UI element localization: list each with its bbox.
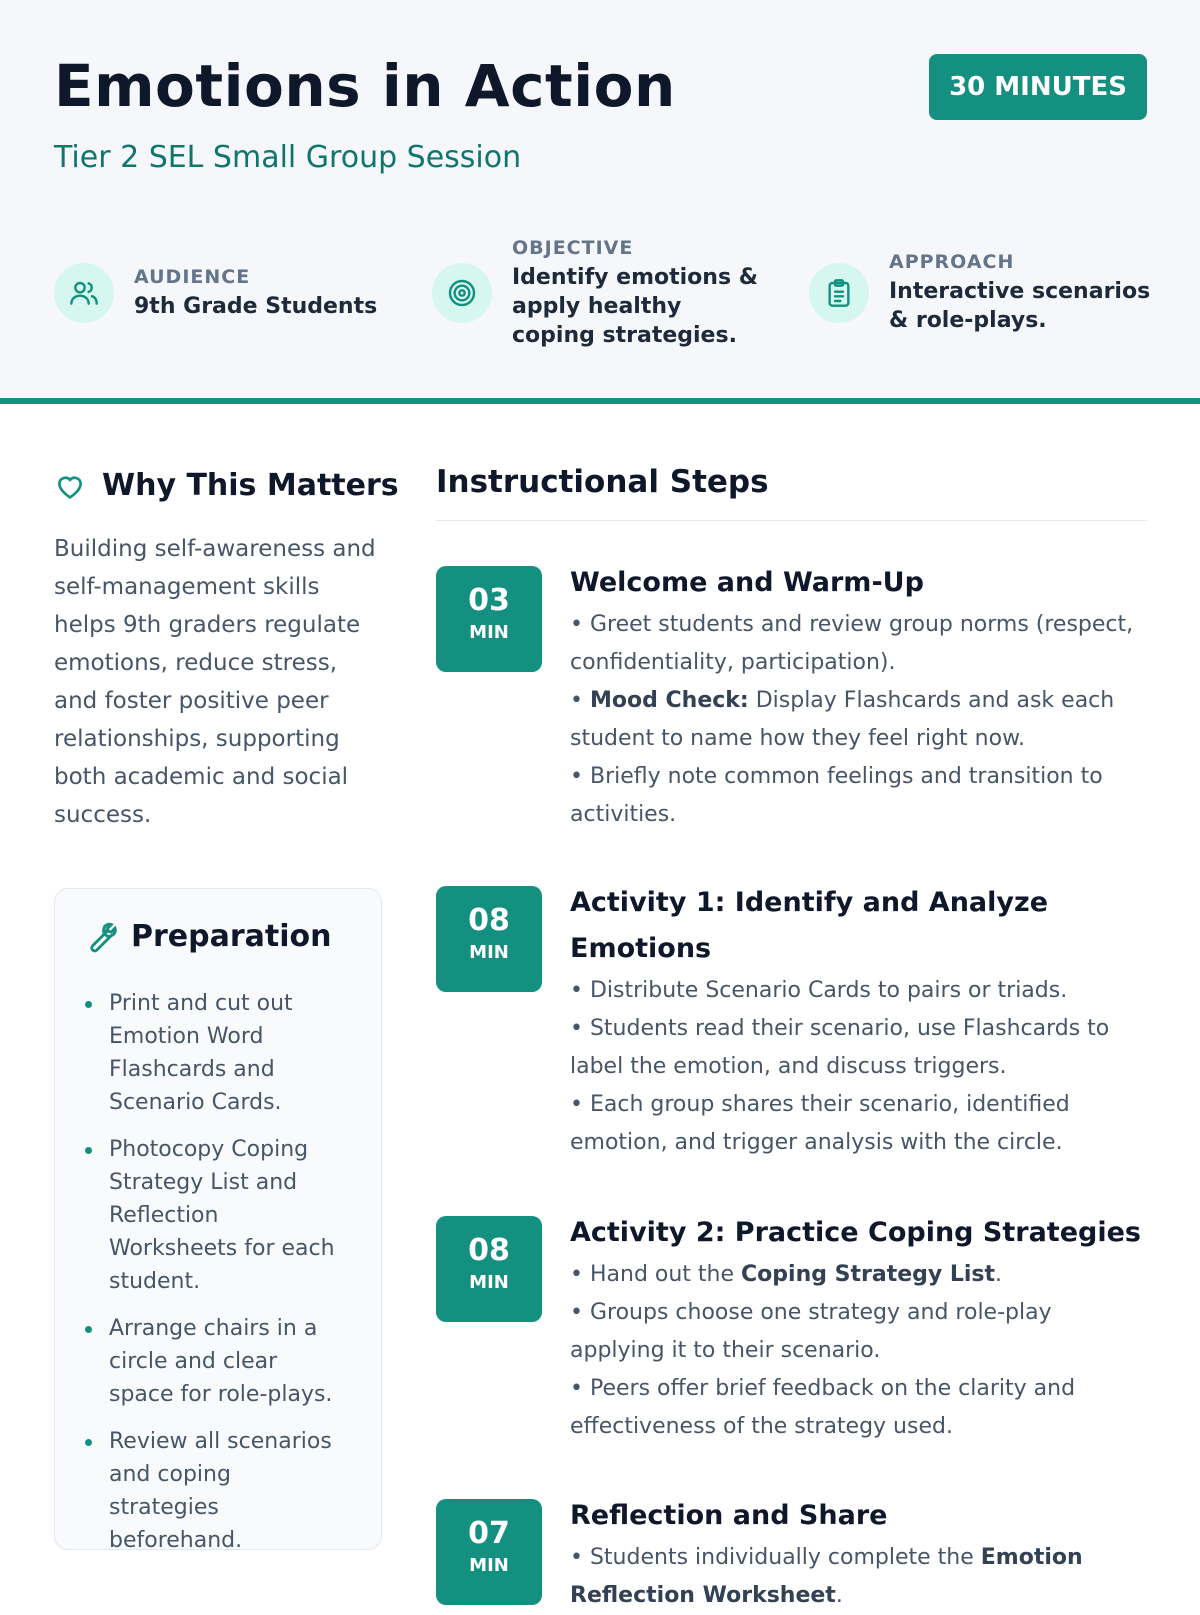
- step-line: • Peers offer brief feedback on the clarity and effectiveness of the strategy used.: [570, 1376, 1076, 1439]
- step-line: • Briefly note common feelings and transition to activities.: [570, 764, 1103, 827]
- list-item: Review all scenarios and coping strategies beforehand.: [83, 1425, 343, 1557]
- step-line: • Greet students and review group norms (respect, confidentiality, participation).: [570, 612, 1134, 675]
- audience-value: 9th Grade Students: [134, 293, 378, 319]
- list-item: Photocopy Coping Strategy List and Reflection Worksheets for each student.: [83, 1133, 343, 1298]
- preparation-card: [54, 888, 382, 1553]
- step-time-badge: [436, 886, 542, 992]
- preparation-heading: [83, 919, 331, 954]
- step-minutes: 03: [468, 583, 510, 618]
- preparation-list: [83, 987, 343, 1571]
- approach-label: APPROACH: [889, 251, 1015, 273]
- target-icon: [432, 263, 492, 323]
- session-header: [0, 0, 1200, 404]
- step-line: • Groups choose one strategy and role-play applying it to their scenario.: [570, 1300, 1052, 1363]
- step-title: Activity 1: Identify and Analyze Emotions: [570, 887, 1049, 964]
- step-line: • Distribute Scenario Cards to pairs or triads.: [570, 978, 1068, 1003]
- list-item: Print and cut out Emotion Word Flashcards and Scenario Cards.: [83, 987, 343, 1119]
- why-heading: [54, 468, 399, 503]
- meta-audience: [54, 236, 394, 350]
- step-unit: MIN: [469, 942, 509, 963]
- step-line: • Mood Check: Display Flashcards and ask each student to name how they feel right now.: [570, 688, 1115, 751]
- step-unit: MIN: [469, 1272, 509, 1293]
- step-line: • Students individually complete the Emotion Reflection Worksheet.: [570, 1545, 1083, 1608]
- step-title: Reflection and Share: [570, 1500, 888, 1531]
- approach-value: Interactive scenarios & role-plays.: [889, 279, 1151, 333]
- clipboard-icon: [809, 263, 869, 323]
- meta-approach: [809, 236, 1159, 350]
- users-icon: [54, 263, 114, 323]
- meta-objective: [432, 236, 762, 350]
- step-line: • Hand out the Coping Strategy List.: [570, 1262, 1003, 1287]
- page-title: Emotions in Action: [54, 52, 676, 120]
- step-minutes: 07: [468, 1516, 510, 1551]
- step-line: • Students read their scenario, use Flashcards to label the emotion, and discuss triggers.: [570, 1016, 1110, 1079]
- why-text: Building self-awareness and self-management skills helps 9th graders regulate emotions, reduce stress, and foster positive peer relationships, supporting both academic and social success.: [54, 536, 376, 828]
- steps-heading: Instructional Steps: [436, 464, 1147, 521]
- step-unit: MIN: [469, 622, 509, 643]
- audience-label: AUDIENCE: [134, 265, 251, 288]
- page-subtitle: Tier 2 SEL Small Group Session: [54, 140, 522, 175]
- step-time-badge: [436, 566, 542, 672]
- step-time-badge: [436, 1499, 542, 1605]
- why-title: Why This Matters: [102, 468, 399, 503]
- step-title: Activity 2: Practice Coping Strategies: [570, 1217, 1141, 1248]
- step-line: • Each group shares their scenario, identified emotion, and trigger analysis with the circle.: [570, 1092, 1070, 1155]
- objective-value: Identify emotions & apply healthy coping strategies.: [512, 264, 758, 348]
- list-item: Arrange chairs in a circle and clear space for role-plays.: [83, 1312, 343, 1411]
- objective-label: OBJECTIVE: [512, 236, 634, 259]
- duration-badge: 30 MINUTES: [929, 54, 1147, 120]
- wrench-icon: [83, 920, 117, 954]
- step-time-badge: [436, 1216, 542, 1322]
- heart-icon: [54, 470, 86, 502]
- step-minutes: 08: [468, 903, 510, 938]
- preparation-title: Preparation: [131, 919, 332, 954]
- step-title: Welcome and Warm-Up: [570, 567, 924, 598]
- step-unit: MIN: [469, 1555, 509, 1576]
- step-minutes: 08: [468, 1233, 510, 1268]
